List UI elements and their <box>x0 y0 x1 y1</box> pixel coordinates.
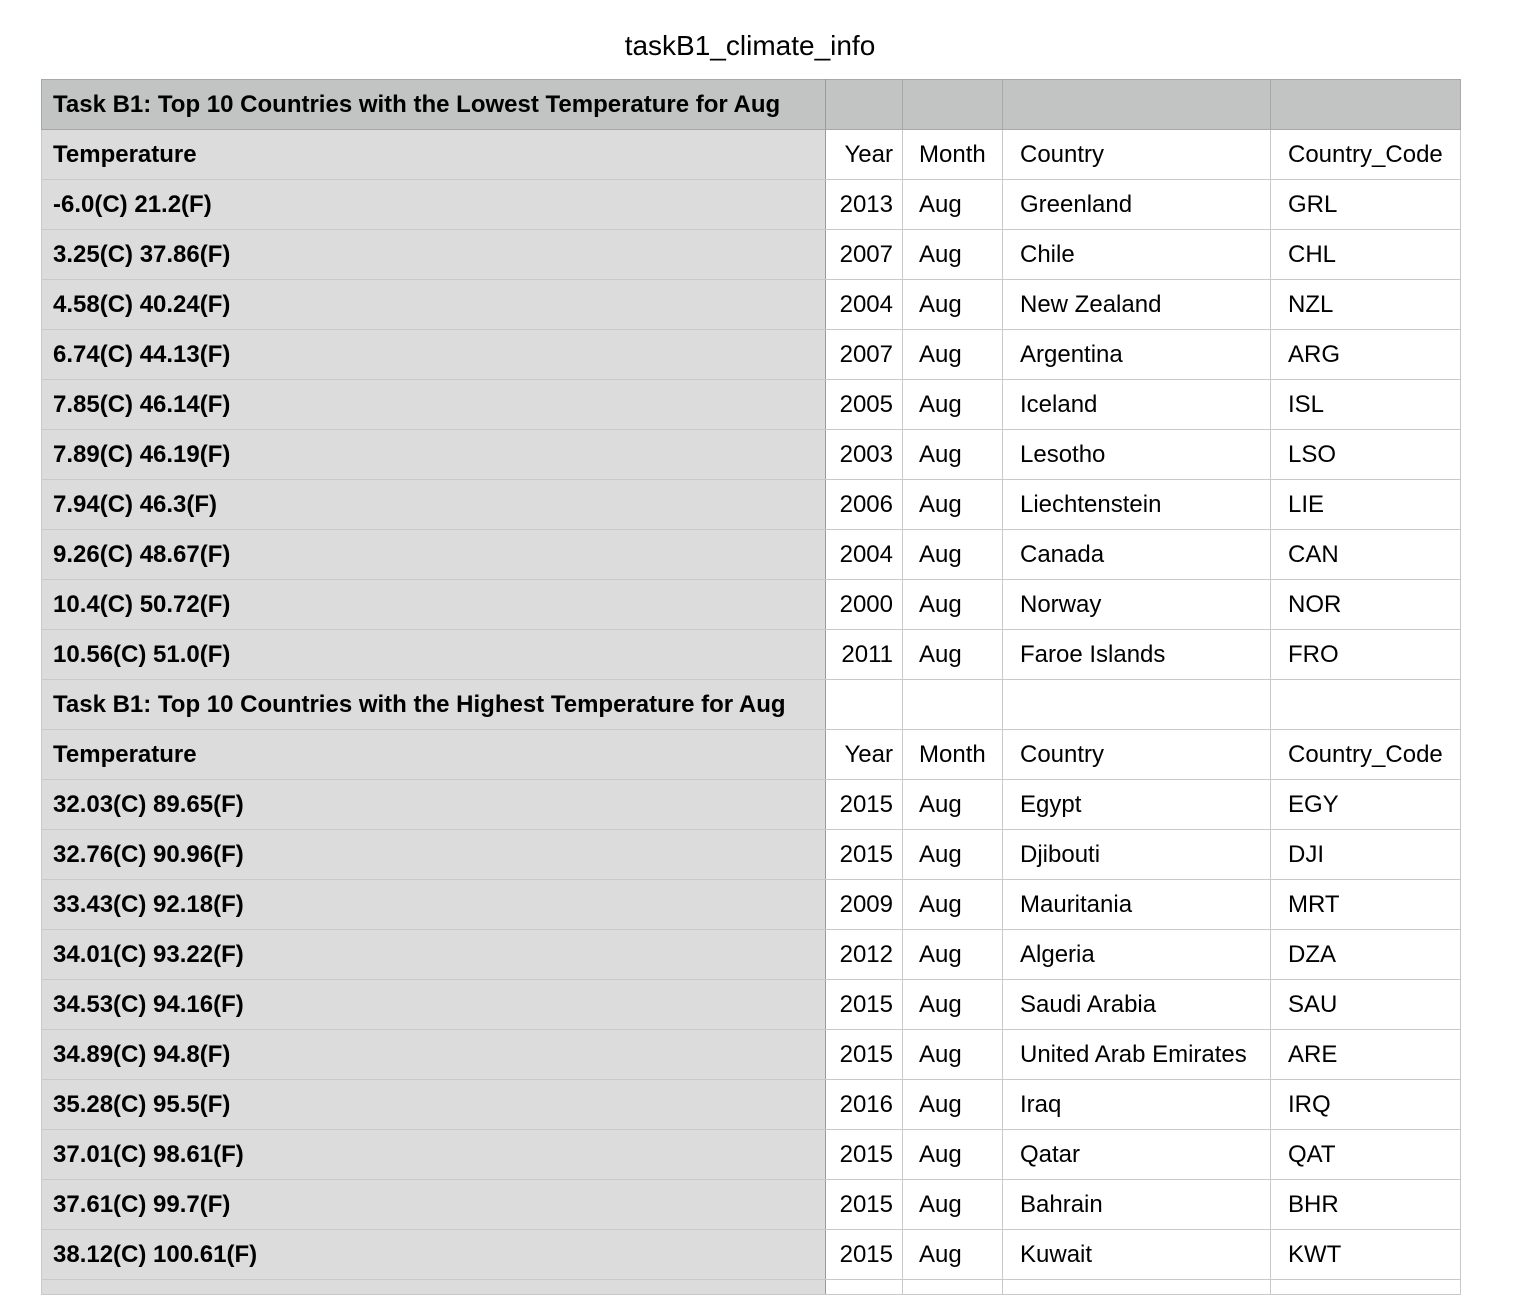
cell-month[interactable]: Aug <box>903 230 1003 280</box>
cell-country[interactable]: Lesotho <box>1003 430 1271 480</box>
cell-month[interactable]: Aug <box>903 630 1003 680</box>
table-row <box>42 330 1461 380</box>
cell-month[interactable]: Aug <box>903 580 1003 630</box>
cell-country-code[interactable]: SAU <box>1271 980 1461 1030</box>
cell-country-code[interactable]: ARG <box>1271 330 1461 380</box>
cell-temperature[interactable]: 37.01(C) 98.61(F) <box>42 1130 826 1180</box>
table-row <box>42 1030 1461 1080</box>
table-row-partial <box>42 1280 1461 1295</box>
cell-country-code[interactable]: BHR <box>1271 1180 1461 1230</box>
table-row <box>42 230 1461 280</box>
empty-cell[interactable] <box>903 1280 1003 1295</box>
cell-year[interactable]: 2011 <box>826 630 903 680</box>
empty-cell[interactable] <box>42 1280 826 1295</box>
cell-country-code[interactable]: FRO <box>1271 630 1461 680</box>
cell-temperature[interactable]: 34.01(C) 93.22(F) <box>42 930 826 980</box>
cell-year[interactable]: 2003 <box>826 430 903 480</box>
cell-month[interactable]: Aug <box>903 830 1003 880</box>
header-country[interactable]: Country <box>1003 730 1271 780</box>
cell-country[interactable]: Iceland <box>1003 380 1271 430</box>
empty-cell[interactable] <box>826 1280 903 1295</box>
cell-temperature[interactable]: 7.85(C) 46.14(F) <box>42 380 826 430</box>
empty-cell[interactable] <box>903 680 1003 730</box>
cell-country[interactable]: United Arab Emirates <box>1003 1030 1271 1080</box>
cell-country[interactable]: Faroe Islands <box>1003 630 1271 680</box>
cell-year[interactable]: 2006 <box>826 480 903 530</box>
cell-temperature[interactable]: 35.28(C) 95.5(F) <box>42 1080 826 1130</box>
cell-temperature[interactable]: -6.0(C) 21.2(F) <box>42 180 826 230</box>
table-row <box>42 430 1461 480</box>
cell-year[interactable]: 2015 <box>826 1130 903 1180</box>
table-row <box>42 1080 1461 1130</box>
cell-temperature[interactable]: 7.94(C) 46.3(F) <box>42 480 826 530</box>
header-country[interactable]: Country <box>1003 130 1271 180</box>
empty-cell[interactable] <box>1003 680 1271 730</box>
table-row <box>42 380 1461 430</box>
lowest-section-title[interactable]: Task B1: Top 10 Countries with the Lowest Temperature for Aug <box>42 80 826 130</box>
cell-country-code[interactable]: DJI <box>1271 830 1461 880</box>
table-row <box>42 980 1461 1030</box>
table-row <box>42 1130 1461 1180</box>
table-row <box>42 480 1461 530</box>
cell-month[interactable]: Aug <box>903 980 1003 1030</box>
cell-month[interactable]: Aug <box>903 180 1003 230</box>
cell-country[interactable]: Liechtenstein <box>1003 480 1271 530</box>
cell-country[interactable]: Chile <box>1003 230 1271 280</box>
climate-table <box>41 79 1461 1295</box>
empty-cell[interactable] <box>1003 1280 1271 1295</box>
cell-month[interactable]: Aug <box>903 1030 1003 1080</box>
cell-country[interactable]: Kuwait <box>1003 1230 1271 1280</box>
cell-month[interactable]: Aug <box>903 1230 1003 1280</box>
cell-temperature[interactable]: 7.89(C) 46.19(F) <box>42 430 826 480</box>
cell-month[interactable]: Aug <box>903 1130 1003 1180</box>
cell-year[interactable]: 2016 <box>826 1080 903 1130</box>
cell-month[interactable]: Aug <box>903 1080 1003 1130</box>
cell-year[interactable]: 2007 <box>826 330 903 380</box>
table-row <box>42 1230 1461 1280</box>
header-month[interactable]: Month <box>903 730 1003 780</box>
cell-year[interactable]: 2009 <box>826 880 903 930</box>
table-row <box>42 280 1461 330</box>
lowest-header-row <box>42 130 1461 180</box>
cell-temperature[interactable]: 32.76(C) 90.96(F) <box>42 830 826 880</box>
table-row <box>42 630 1461 680</box>
cell-country-code[interactable]: GRL <box>1271 180 1461 230</box>
cell-year[interactable]: 2015 <box>826 1230 903 1280</box>
header-temperature[interactable]: Temperature <box>42 730 826 780</box>
cell-country-code[interactable]: CAN <box>1271 530 1461 580</box>
table-row <box>42 580 1461 630</box>
empty-cell[interactable] <box>826 80 903 130</box>
cell-country[interactable]: Iraq <box>1003 1080 1271 1130</box>
cell-temperature[interactable]: 10.56(C) 51.0(F) <box>42 630 826 680</box>
cell-country[interactable]: Bahrain <box>1003 1180 1271 1230</box>
climate-table-body <box>42 80 1461 1295</box>
empty-cell[interactable] <box>1271 1280 1461 1295</box>
cell-country[interactable]: Norway <box>1003 580 1271 630</box>
header-year[interactable]: Year <box>826 130 903 180</box>
empty-cell[interactable] <box>1271 680 1461 730</box>
cell-temperature[interactable]: 34.89(C) 94.8(F) <box>42 1030 826 1080</box>
table-row <box>42 880 1461 930</box>
cell-year[interactable]: 2015 <box>826 1180 903 1230</box>
empty-cell[interactable] <box>1003 80 1271 130</box>
cell-month[interactable]: Aug <box>903 1180 1003 1230</box>
cell-country[interactable]: Djibouti <box>1003 830 1271 880</box>
empty-cell[interactable] <box>1271 80 1461 130</box>
cell-country-code[interactable]: ARE <box>1271 1030 1461 1080</box>
cell-year[interactable]: 2015 <box>826 830 903 880</box>
cell-year[interactable]: 2015 <box>826 1030 903 1080</box>
cell-year[interactable]: 2015 <box>826 780 903 830</box>
cell-month[interactable]: Aug <box>903 330 1003 380</box>
cell-country-code[interactable]: KWT <box>1271 1230 1461 1280</box>
cell-year[interactable]: 2007 <box>826 230 903 280</box>
cell-country-code[interactable]: DZA <box>1271 930 1461 980</box>
cell-country[interactable]: New Zealand <box>1003 280 1271 330</box>
cell-year[interactable]: 2013 <box>826 180 903 230</box>
cell-country[interactable]: Canada <box>1003 530 1271 580</box>
header-temperature[interactable]: Temperature <box>42 130 826 180</box>
empty-cell[interactable] <box>903 80 1003 130</box>
cell-temperature[interactable]: 4.58(C) 40.24(F) <box>42 280 826 330</box>
table-row <box>42 1180 1461 1230</box>
cell-temperature[interactable]: 6.74(C) 44.13(F) <box>42 330 826 380</box>
cell-year[interactable]: 2012 <box>826 930 903 980</box>
cell-temperature[interactable]: 10.4(C) 50.72(F) <box>42 580 826 630</box>
cell-country-code[interactable]: MRT <box>1271 880 1461 930</box>
cell-month[interactable]: Aug <box>903 530 1003 580</box>
highest-header-row <box>42 730 1461 780</box>
cell-month[interactable]: Aug <box>903 880 1003 930</box>
header-country-code[interactable]: Country_Code <box>1271 730 1461 780</box>
cell-temperature[interactable]: 33.43(C) 92.18(F) <box>42 880 826 930</box>
cell-country-code[interactable]: NZL <box>1271 280 1461 330</box>
cell-country-code[interactable]: LSO <box>1271 430 1461 480</box>
table-row <box>42 930 1461 980</box>
highest-section-title[interactable]: Task B1: Top 10 Countries with the Highest Temperature for Aug <box>42 680 826 730</box>
cell-country-code[interactable]: LIE <box>1271 480 1461 530</box>
cell-country-code[interactable]: NOR <box>1271 580 1461 630</box>
cell-country-code[interactable]: QAT <box>1271 1130 1461 1180</box>
empty-cell[interactable] <box>826 680 903 730</box>
cell-country[interactable]: Argentina <box>1003 330 1271 380</box>
table-row <box>42 780 1461 830</box>
sheet-title: taskB1_climate_info <box>624 30 876 61</box>
highest-title-row <box>42 680 1461 730</box>
cell-month[interactable]: Aug <box>903 780 1003 830</box>
cell-country[interactable]: Greenland <box>1003 180 1271 230</box>
cell-temperature[interactable]: 37.61(C) 99.7(F) <box>42 1180 826 1230</box>
table-row <box>42 830 1461 880</box>
header-year[interactable]: Year <box>826 730 903 780</box>
cell-temperature[interactable]: 38.12(C) 100.61(F) <box>42 1230 826 1280</box>
cell-year[interactable]: 2000 <box>826 580 903 630</box>
header-country-code[interactable]: Country_Code <box>1271 130 1461 180</box>
cell-temperature[interactable]: 34.53(C) 94.16(F) <box>42 980 826 1030</box>
cell-country-code[interactable]: CHL <box>1271 230 1461 280</box>
cell-year[interactable]: 2004 <box>826 280 903 330</box>
cell-country[interactable]: Algeria <box>1003 930 1271 980</box>
cell-country-code[interactable]: EGY <box>1271 780 1461 830</box>
cell-year[interactable]: 2004 <box>826 530 903 580</box>
cell-country[interactable]: Egypt <box>1003 780 1271 830</box>
cell-country-code[interactable]: ISL <box>1271 380 1461 430</box>
cell-month[interactable]: Aug <box>903 930 1003 980</box>
cell-country[interactable]: Qatar <box>1003 1130 1271 1180</box>
table-row <box>42 180 1461 230</box>
table-row <box>42 530 1461 580</box>
cell-month[interactable]: Aug <box>903 280 1003 330</box>
cell-temperature[interactable]: 3.25(C) 37.86(F) <box>42 230 826 280</box>
cell-month[interactable]: Aug <box>903 380 1003 430</box>
cell-country[interactable]: Mauritania <box>1003 880 1271 930</box>
cell-country-code[interactable]: IRQ <box>1271 1080 1461 1130</box>
cell-month[interactable]: Aug <box>903 430 1003 480</box>
cell-temperature[interactable]: 9.26(C) 48.67(F) <box>42 530 826 580</box>
lowest-title-row <box>42 80 1461 130</box>
header-month[interactable]: Month <box>903 130 1003 180</box>
cell-temperature[interactable]: 32.03(C) 89.65(F) <box>42 780 826 830</box>
cell-year[interactable]: 2015 <box>826 980 903 1030</box>
cell-month[interactable]: Aug <box>903 480 1003 530</box>
cell-country[interactable]: Saudi Arabia <box>1003 980 1271 1030</box>
cell-year[interactable]: 2005 <box>826 380 903 430</box>
